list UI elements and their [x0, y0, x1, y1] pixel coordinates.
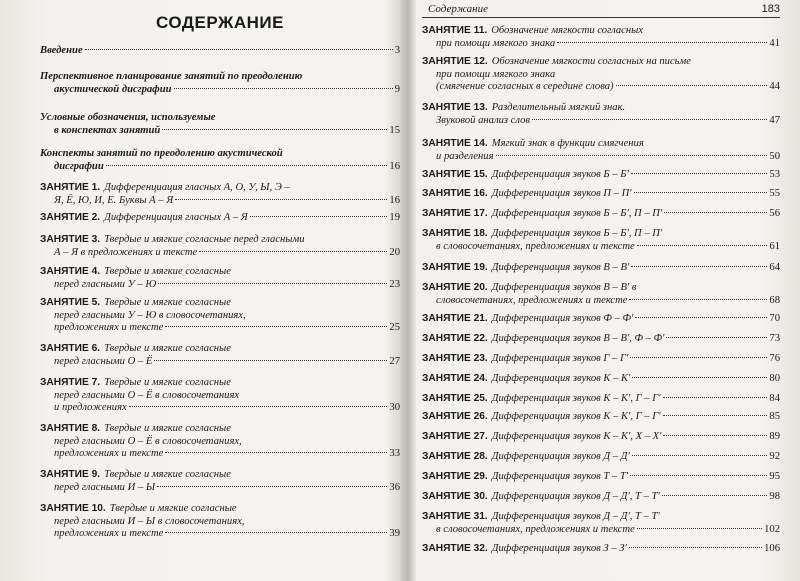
- lesson-label: ЗАНЯТИЕ 14.: [422, 138, 488, 149]
- toc-entry-line: [422, 56, 780, 69]
- toc-entry-line: [422, 353, 780, 366]
- toc-page-number: 61: [769, 240, 780, 252]
- toc-entry-text: Дифференциация гласных А – Я: [104, 212, 248, 223]
- dot-leader: [664, 212, 767, 213]
- toc-entry-text: Дифференциация звуков Б – Б', П – П': [491, 228, 663, 239]
- toc-entry: [40, 234, 400, 259]
- toc-entry-line: [40, 469, 400, 482]
- lesson-label: ЗАНЯТИЕ 4.: [40, 266, 101, 277]
- left-page: [40, 0, 400, 581]
- lesson-label: ЗАНЯТИЕ 19.: [422, 262, 488, 273]
- lesson-label: ЗАНЯТИЕ 18.: [422, 228, 488, 239]
- toc-entry-line: [422, 262, 780, 275]
- toc-entry-text: Дифференциация звуков К – К', Г – Г': [491, 411, 661, 422]
- dot-leader: [635, 317, 767, 318]
- lesson-label: ЗАНЯТИЕ 21.: [422, 313, 488, 324]
- toc-entry-line: [40, 279, 400, 292]
- toc-entry: [422, 138, 780, 163]
- toc-entry-line: [40, 390, 400, 403]
- toc-page-number: 47: [769, 114, 780, 126]
- toc-entry: [422, 543, 780, 556]
- dot-leader: [637, 245, 768, 246]
- toc-entry: [40, 112, 400, 137]
- toc-entry-line: [422, 431, 780, 444]
- dot-leader: [157, 486, 387, 487]
- toc-page-number: 33: [389, 448, 400, 459]
- dot-leader: [666, 337, 767, 338]
- toc-page-number: 80: [769, 373, 780, 384]
- toc-entry-text: Разделительный мягкий знак.: [491, 102, 626, 113]
- toc-entry: [40, 45, 400, 58]
- toc-entry-text: Дифференциация звуков В – В' в: [491, 282, 637, 293]
- toc-entry-line: [40, 234, 400, 247]
- lesson-label: ЗАНЯТИЕ 31.: [422, 511, 488, 522]
- toc-entry-line: [422, 169, 780, 182]
- toc-entry-text: перед гласными О – Ё: [54, 355, 153, 367]
- toc-entry: [422, 282, 780, 307]
- toc-entry-text: при помощи мягкого знака: [436, 37, 556, 49]
- toc-entry-text: и разделения: [436, 150, 494, 162]
- dot-leader: [158, 283, 387, 284]
- toc-entry: [422, 56, 780, 94]
- toc-entry-text: Твердые и мягкие согласные: [104, 297, 231, 308]
- toc-page-number: 84: [769, 393, 780, 404]
- toc-entry-line: [422, 313, 780, 326]
- toc-entry: [422, 188, 780, 201]
- toc-entry-text: перед гласными О – Ё в словосочетаниях: [54, 389, 240, 401]
- toc-entry: [422, 353, 780, 366]
- toc-entry-text: Звуковой анализ слов: [436, 114, 530, 126]
- toc-entry-line: [422, 543, 780, 556]
- toc-page-number: 89: [769, 431, 780, 442]
- toc-entry-line: [40, 343, 400, 356]
- dot-leader: [637, 528, 762, 529]
- toc-entry: [40, 182, 400, 207]
- toc-page-number: 44: [769, 81, 780, 92]
- toc-page-number: 55: [769, 188, 780, 199]
- toc-entry-line: [40, 436, 400, 449]
- dot-leader: [663, 435, 767, 436]
- toc-entry-text: Я, Ё, Ю, И, Е. Буквы А – Я: [54, 194, 174, 206]
- toc-entry-line: [40, 516, 400, 529]
- toc-entry-text: Дифференциация гласных А, О, У, Ы, Э –: [104, 182, 290, 193]
- dot-leader: [174, 88, 393, 89]
- dot-leader: [663, 415, 768, 416]
- toc-entry-text: и предложениях: [54, 402, 127, 413]
- toc-entry-text: Дифференциация звуков Г – Г': [491, 353, 629, 364]
- toc-entry-line: [422, 102, 780, 115]
- toc-entry-line: [40, 310, 400, 323]
- toc-entry-line: [40, 322, 400, 335]
- toc-entry: [422, 169, 780, 182]
- toc-entry-line: [422, 228, 780, 241]
- toc-entry-line: [422, 491, 780, 504]
- running-head: Содержание: [428, 3, 489, 15]
- toc-entry: [40, 343, 400, 368]
- book-gutter: [400, 0, 416, 581]
- dot-leader: [629, 299, 767, 300]
- dot-leader: [154, 360, 387, 361]
- toc-entry-line: [422, 471, 780, 484]
- toc-entry-text: Дифференциация звуков Д – Д', Т – Т': [491, 491, 660, 502]
- toc-page-number: 15: [389, 124, 400, 136]
- toc-page-number: 19: [389, 212, 400, 223]
- toc-page-number: 98: [769, 491, 780, 502]
- toc-entry-line: [40, 356, 400, 369]
- toc-page-number: 102: [764, 523, 780, 535]
- toc-entry-line: [40, 148, 400, 161]
- toc-entry: [40, 212, 400, 225]
- toc-entry-text: в конспектах занятий: [54, 124, 161, 136]
- toc-entry-text: Твердые и мягкие согласные: [104, 423, 231, 434]
- header-rule: [422, 17, 780, 18]
- toc-page-number: 64: [769, 262, 780, 273]
- lesson-label: ЗАНЯТИЕ 12.: [422, 56, 488, 67]
- toc-entry-text: Условные обозначения, используемые: [40, 112, 216, 123]
- toc-entry-text: Дифференциация звуков П – П': [491, 188, 632, 199]
- toc-entry-text: перед гласными И – Ы: [54, 481, 156, 493]
- toc-entry-line: [40, 112, 400, 125]
- toc-entry-line: [422, 69, 780, 82]
- lesson-label: ЗАНЯТИЕ 29.: [422, 471, 488, 482]
- toc-entry-text: Твердые и мягкие согласные: [104, 266, 231, 277]
- toc-entry-text: Дифференциация звуков Д – Д', Т – Т': [491, 511, 660, 522]
- toc-page-number: 68: [769, 294, 780, 306]
- toc-entry-line: [422, 38, 780, 51]
- toc-entry-line: [40, 247, 400, 260]
- lesson-label: ЗАНЯТИЕ 13.: [422, 102, 488, 113]
- toc-entry-text: словосочетаниях, предложениях и тексте: [436, 294, 628, 306]
- toc-page-number: 76: [769, 353, 780, 364]
- toc-entry-text: Дифференциация звуков К – К': [491, 373, 631, 384]
- lesson-label: ЗАНЯТИЕ 8.: [40, 423, 101, 434]
- toc-entry-text: Дифференциация звуков Б – Б': [491, 169, 629, 180]
- dot-leader: [663, 397, 768, 398]
- toc-entry-text: Дифференциация звуков З – З': [491, 543, 627, 554]
- dot-leader: [85, 49, 393, 50]
- dot-leader: [165, 326, 387, 327]
- toc-entry-text: предложениях и тексте: [54, 322, 164, 333]
- toc-entry-line: [422, 115, 780, 128]
- lesson-label: ЗАНЯТИЕ 16.: [422, 188, 488, 199]
- toc-entry-text: в словосочетаниях, предложениях и тексте: [436, 523, 635, 535]
- dot-leader: [616, 85, 768, 86]
- toc-page-number: 50: [769, 150, 780, 162]
- toc-page-number: 3: [394, 45, 400, 56]
- lesson-label: ЗАНЯТИЕ 32.: [422, 543, 488, 554]
- toc-entry-text: Твердые и мягкие согласные: [104, 343, 231, 354]
- toc-page-number: 92: [769, 451, 780, 462]
- toc-entry-text: Твердые и мягкие согласные перед гласными: [104, 234, 305, 245]
- lesson-label: ЗАНЯТИЕ 23.: [422, 353, 488, 364]
- toc-entry-line: [40, 297, 400, 310]
- toc-entry-text: А – Я в предложениях и тексте: [54, 246, 198, 258]
- toc-entry-text: Дифференциация звуков Ф – Ф': [491, 313, 634, 324]
- toc-page-number: 41: [769, 37, 780, 49]
- toc-entry: [422, 228, 780, 253]
- toc-entry: [422, 511, 780, 536]
- dot-leader: [630, 357, 767, 358]
- dot-leader: [662, 495, 768, 496]
- toc-entry: [40, 423, 400, 461]
- toc-page-number: 16: [389, 194, 400, 206]
- dot-leader: [199, 251, 387, 252]
- toc-entry: [422, 313, 780, 326]
- toc-entry: [40, 503, 400, 541]
- toc-page-number: 70: [769, 313, 780, 324]
- lesson-label: ЗАНЯТИЕ 3.: [40, 234, 101, 245]
- toc-entry: [40, 377, 400, 415]
- toc-entry-text: Конспекты занятий по преодолению акустической: [40, 148, 283, 159]
- toc-page-number: 36: [389, 481, 400, 493]
- toc-entry: [422, 208, 780, 221]
- toc-entry-line: [40, 125, 400, 138]
- toc-entry-line: [40, 448, 400, 461]
- toc-entry-line: [40, 161, 400, 174]
- lesson-label: ЗАНЯТИЕ 27.: [422, 431, 488, 442]
- toc-entry-line: [422, 138, 780, 151]
- toc-entry: [422, 471, 780, 484]
- toc-entry: [40, 266, 400, 291]
- lesson-label: ЗАНЯТИЕ 20.: [422, 282, 488, 293]
- dot-leader: [106, 165, 388, 166]
- toc-entry-line: [422, 393, 780, 406]
- toc-entry-text: (смягчение согласных в середине слова): [436, 81, 614, 92]
- toc-entry-text: Дифференциация звуков В – В': [491, 262, 630, 273]
- dot-leader: [632, 377, 767, 378]
- toc-entry: [422, 333, 780, 346]
- lesson-label: ЗАНЯТИЕ 6.: [40, 343, 101, 354]
- toc-entry-text: Дифференциация звуков Б – Б', П – П': [491, 208, 663, 219]
- lesson-label: ЗАНЯТИЕ 5.: [40, 297, 101, 308]
- toc-entry-text: дисграфии: [54, 160, 104, 172]
- toc-entry-text: предложениях и тексте: [54, 448, 164, 459]
- toc-entry-line: [422, 333, 780, 346]
- toc-page-number: 23: [389, 278, 400, 290]
- dot-leader: [631, 266, 767, 267]
- toc-entry-line: [40, 212, 400, 225]
- toc-entry-line: [40, 71, 400, 84]
- toc-entry: [422, 491, 780, 504]
- toc-entry-text: Мягкий знак в функции смягчения: [491, 138, 644, 149]
- toc-entry-text: при помощи мягкого знака: [436, 68, 556, 80]
- toc-entry-line: [40, 423, 400, 436]
- toc-entry-text: Обозначение мягкости согласных на письме: [491, 56, 691, 67]
- dot-leader: [631, 173, 768, 174]
- dot-leader: [129, 406, 388, 407]
- toc-entry-line: [422, 25, 780, 38]
- toc-entry-text: перед гласными И – Ы в словосочетаниях,: [54, 515, 245, 527]
- toc-entry-text: акустической дисграфии: [54, 83, 172, 95]
- toc-entry: [422, 25, 780, 50]
- toc-page-number: 16: [389, 160, 400, 172]
- page-number: 183: [761, 3, 780, 15]
- toc-page-number: 53: [769, 169, 780, 180]
- toc-entry-text: перед гласными О – Ё в словосочетаниях,: [54, 435, 242, 447]
- toc-entry-line: [40, 84, 400, 97]
- toc-entry: [422, 373, 780, 386]
- toc-entry-line: [422, 188, 780, 201]
- toc-page-number: 39: [389, 528, 400, 539]
- dot-leader: [532, 119, 767, 120]
- toc-entry: [422, 431, 780, 444]
- toc-entry-line: [40, 528, 400, 541]
- dot-leader: [165, 532, 387, 533]
- toc-entry-line: [422, 81, 780, 94]
- lesson-label: ЗАНЯТИЕ 17.: [422, 208, 488, 219]
- dot-leader: [630, 475, 767, 476]
- toc-entry: [40, 297, 400, 335]
- dot-leader: [632, 455, 768, 456]
- toc-page-number: 30: [389, 402, 400, 413]
- dot-leader: [629, 547, 762, 548]
- toc-entry-line: [422, 282, 780, 295]
- toc-entry-text: Перспективное планирование занятий по преодолению: [40, 71, 303, 82]
- toc-page-number: 95: [769, 471, 780, 482]
- toc-entry-text: Твердые и мягкие согласные: [104, 377, 231, 388]
- toc-page-number: 27: [389, 355, 400, 367]
- toc-page-number: 56: [769, 208, 780, 219]
- toc-page-number: 106: [764, 543, 780, 554]
- lesson-label: ЗАНЯТИЕ 22.: [422, 333, 488, 344]
- lesson-label: ЗАНЯТИЕ 1.: [40, 182, 101, 193]
- toc-entry-text: Дифференциация звуков Т – Т': [491, 471, 629, 482]
- toc-entry-text: Дифференциация звуков В – В', Ф – Ф': [491, 333, 665, 344]
- toc-entry: [40, 469, 400, 494]
- toc-entry-line: [422, 511, 780, 524]
- right-page: [422, 0, 780, 581]
- toc-entry-text: Твердые и мягкие согласные: [104, 469, 231, 480]
- toc-entry-line: [422, 151, 780, 164]
- dot-leader: [165, 452, 387, 453]
- toc-entry: [422, 102, 780, 127]
- toc-entry-line: [40, 45, 400, 58]
- toc-entry-line: [40, 266, 400, 279]
- toc-entry: [422, 262, 780, 275]
- toc-entry: [40, 71, 400, 96]
- lesson-label: ЗАНЯТИЕ 28.: [422, 451, 488, 462]
- toc-page-number: 9: [394, 83, 400, 95]
- dot-leader: [496, 155, 768, 156]
- toc-entry-line: [40, 482, 400, 495]
- toc-entry-text: Обозначение мягкости согласных: [491, 25, 643, 36]
- toc-entry: [422, 451, 780, 464]
- lesson-label: ЗАНЯТИЕ 2.: [40, 212, 101, 223]
- toc-entry-line: [40, 377, 400, 390]
- toc-entry-line: [422, 241, 780, 254]
- toc-entry-line: [40, 503, 400, 516]
- toc-entry-text: предложениях и тексте: [54, 528, 164, 539]
- lesson-label: ЗАНЯТИЕ 11.: [422, 25, 488, 36]
- toc-entry-text: перед гласными У – Ю: [54, 278, 157, 290]
- toc-entry: [422, 393, 780, 406]
- toc-entry-line: [422, 208, 780, 221]
- toc-page-number: 85: [769, 411, 780, 422]
- toc-entry-line: [40, 195, 400, 208]
- lesson-label: ЗАНЯТИЕ 9.: [40, 469, 101, 480]
- toc-page-number: 25: [389, 322, 400, 333]
- toc-entry-line: [422, 411, 780, 424]
- dot-leader: [250, 216, 388, 217]
- page-title: СОДЕРЖАНИЕ: [156, 13, 284, 32]
- dot-leader: [557, 42, 767, 43]
- lesson-label: ЗАНЯТИЕ 30.: [422, 491, 488, 502]
- toc-entry-text: Дифференциация звуков Д – Д': [491, 451, 630, 462]
- toc-entry-text: Дифференциация звуков К – К', Г – Г': [491, 393, 661, 404]
- toc-entry: [422, 411, 780, 424]
- lesson-label: ЗАНЯТИЕ 15.: [422, 169, 488, 180]
- toc-entry-line: [422, 295, 780, 308]
- toc-entry-line: [40, 182, 400, 195]
- toc-entry-text: Твердые и мягкие согласные: [109, 503, 237, 514]
- lesson-label: ЗАНЯТИЕ 24.: [422, 373, 488, 384]
- dot-leader: [162, 129, 387, 130]
- toc-entry-line: [40, 402, 400, 415]
- dot-leader: [175, 199, 387, 200]
- lesson-label: ЗАНЯТИЕ 7.: [40, 377, 101, 388]
- toc-entry-line: [422, 451, 780, 464]
- toc-entry-text: перед гласными У – Ю в словосочетаниях,: [54, 309, 246, 321]
- lesson-label: ЗАНЯТИЕ 25.: [422, 393, 488, 404]
- toc-entry-text: в словосочетаниях, предложениях и тексте: [436, 240, 635, 252]
- lesson-label: ЗАНЯТИЕ 10.: [40, 503, 106, 514]
- toc-entry: [40, 148, 400, 173]
- lesson-label: ЗАНЯТИЕ 26.: [422, 411, 488, 422]
- toc-entry-line: [422, 373, 780, 386]
- toc-page-number: 20: [389, 246, 400, 258]
- toc-entry-text: Введение: [40, 45, 83, 56]
- toc-entry-text: Дифференциация звуков К – К', Х – Х': [491, 431, 662, 442]
- dot-leader: [634, 192, 768, 193]
- toc-entry-line: [422, 524, 780, 537]
- toc-page-number: 73: [769, 333, 780, 344]
